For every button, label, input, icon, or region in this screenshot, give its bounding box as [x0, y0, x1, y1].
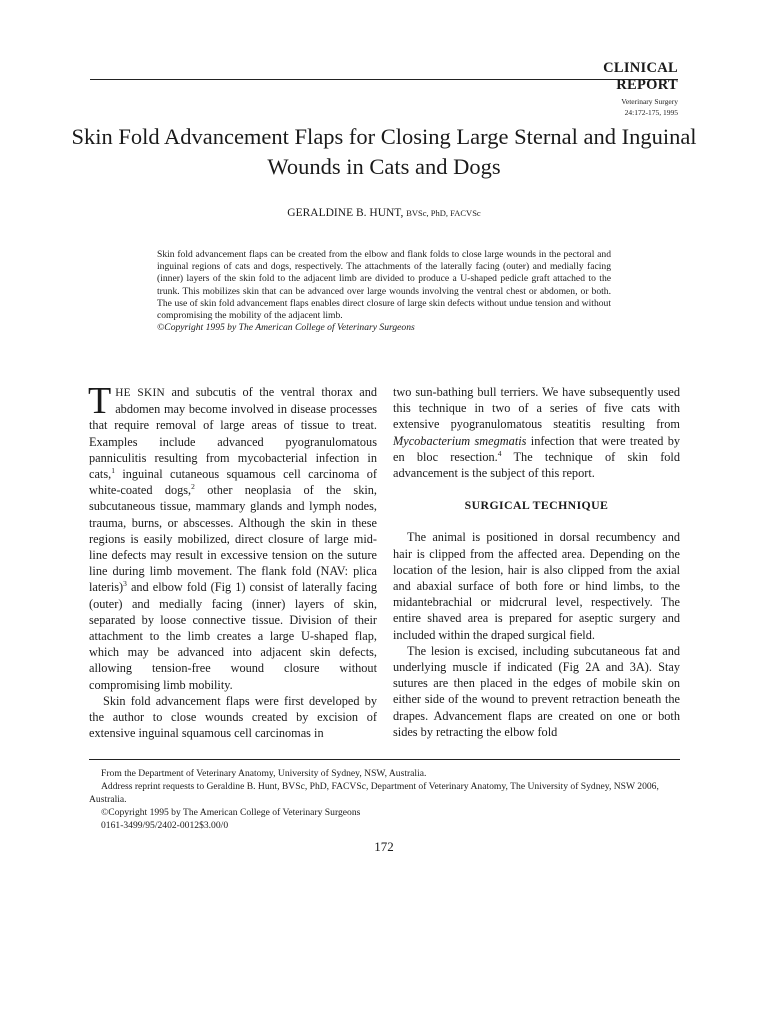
intro-paragraph	[88, 380, 377, 693]
footnote-copyright: ©Copyright 1995 by The American College of Veterinary Surgeons	[101, 807, 361, 818]
journal-volume: 24:172-175, 1995	[624, 108, 678, 117]
article-title: Skin Fold Advancement Flaps for Closing Large Sternal and Inguinal Wounds in Cats and Dogs	[71, 124, 697, 179]
organism-name: Mycobacterium smegmatis	[393, 433, 527, 448]
left-column	[88, 380, 377, 741]
intro-text-b: inguinal cutaneous squamous cell carcinoma of white-coated dogs,	[89, 467, 377, 498]
page-number: 172	[374, 839, 394, 854]
continued-text-a: two sun-bathing bull terriers. We have subsequently used this technique in two of a series of five cats with extensive pyogranulomatous steatitis resulting from	[393, 385, 680, 432]
intro-text-d: and elbow fold (Fig 1) consist of laterally facing (outer) and medially facing (inner) layers of skin, separated by loose connective tissue. Division of their attachment to the limb creates a large U-shaped flap, which may be advanced into adjacent skin defects, allowing tension-free wound closure without compromising limb mobility.	[89, 580, 377, 692]
footnotes	[89, 767, 680, 832]
reference-4: 4	[497, 448, 502, 458]
excision-paragraph: The lesion is excised, including subcutaneous fat and underlying muscle if indicated (Fig 2A and 3A). Stay sutures are then placed in the edges of mobile skin on either side of the wound to prevent retraction beneath the drapes. Advancement flaps are created on one or both sides by retracting the elbow fold	[393, 643, 680, 739]
reference-3: 3	[123, 579, 127, 589]
author-name: GERALDINE B. HUNT,	[287, 207, 404, 219]
intro-text-a: and subcutis of the ventral thorax and abdomen may become involved in disease processes that require removal of large areas of tissue to treat. Examples include advanced pyogranulomatous panniculitis resulting from mycobacterial infection in cats,	[89, 385, 377, 482]
continued-text-c: The technique of skin fold advancement is the subject of this report.	[393, 449, 680, 481]
right-column	[393, 384, 680, 740]
intro-text-c: other neoplasia of the skin, subcutaneous tissue, mammary glands and lymph nodes, trauma, burns, or abscesses. Although the skin in these regions is easily mobilized, direct closure of large mid-line defects may result in excessive tension on the suture line during limb movement. The flank fold (NAV: plica lateris)	[89, 483, 377, 595]
positioning-paragraph: The animal is positioned in dorsal recumbency and hair is clipped from the affected area. Depending on the location of the lesion, hair is also clipped from the axial and abaxial surface of both fore or hind limbs, to the midantebrachial or midcrural level, respectively. The entire shaved area is prepared for aseptic surgery and included within the draped surgical field.	[393, 530, 680, 642]
author-line	[60, 207, 708, 219]
reference-2: 2	[191, 482, 195, 492]
header-rule	[90, 79, 678, 80]
section-label: CLINICAL REPORT	[603, 60, 678, 93]
journal-name: Veterinary Surgery	[621, 97, 678, 106]
footnote-reprints: Address reprint requests to Geraldine B. Hunt, BVSc, PhD, FACVSc, Department of Veterinary Anatomy, The University of Sydney, NSW 2006, Australia.	[89, 781, 659, 805]
journal-citation	[560, 96, 678, 118]
continued-paragraph	[393, 384, 680, 481]
history-paragraph: Skin fold advancement flaps were first developed by the author to close wounds created by excision of extensive inguinal squamous cell carcinomas in	[89, 693, 377, 741]
abstract-text: Skin fold advancement flaps can be created from the elbow and flank folds to close large wounds in the pectoral and inguinal regions of cats and dogs, respectively. The attachments of the laterally facing (outer) and medially facing (inner) layers of the skin fold to the adjacent limb are divided to produce a U-shaped pedicle graft attached to the trunk. This mobilizes skin that can be advanced over large wounds involving the ventral chest or abdomen, or both. The use of skin fold advancement flaps enables direct closure of large skin defects without undue tension and without compromising the mobility of the adjacent limb.	[157, 249, 611, 322]
abstract-copyright: ©Copyright 1995 by The American College of Veterinary Surgeons	[157, 322, 415, 334]
continued-text-b: infection that were treated by en bloc resection.	[393, 433, 681, 464]
author-credentials: BVSc, PhD, FACVSc	[406, 208, 481, 218]
drop-cap: T	[88, 380, 112, 422]
footnote-code: 0161-3499/95/2402-0012$3.00/0	[101, 820, 229, 831]
opening-smallcaps: HE SKIN	[115, 387, 165, 399]
section-heading: SURGICAL TECHNIQUE	[464, 498, 609, 513]
footnote-affiliation: From the Department of Veterinary Anatomy, University of Sydney, NSW, Australia.	[101, 768, 427, 779]
reference-1: 1	[111, 465, 115, 475]
abstract	[157, 249, 611, 334]
footnote-rule	[89, 759, 680, 760]
